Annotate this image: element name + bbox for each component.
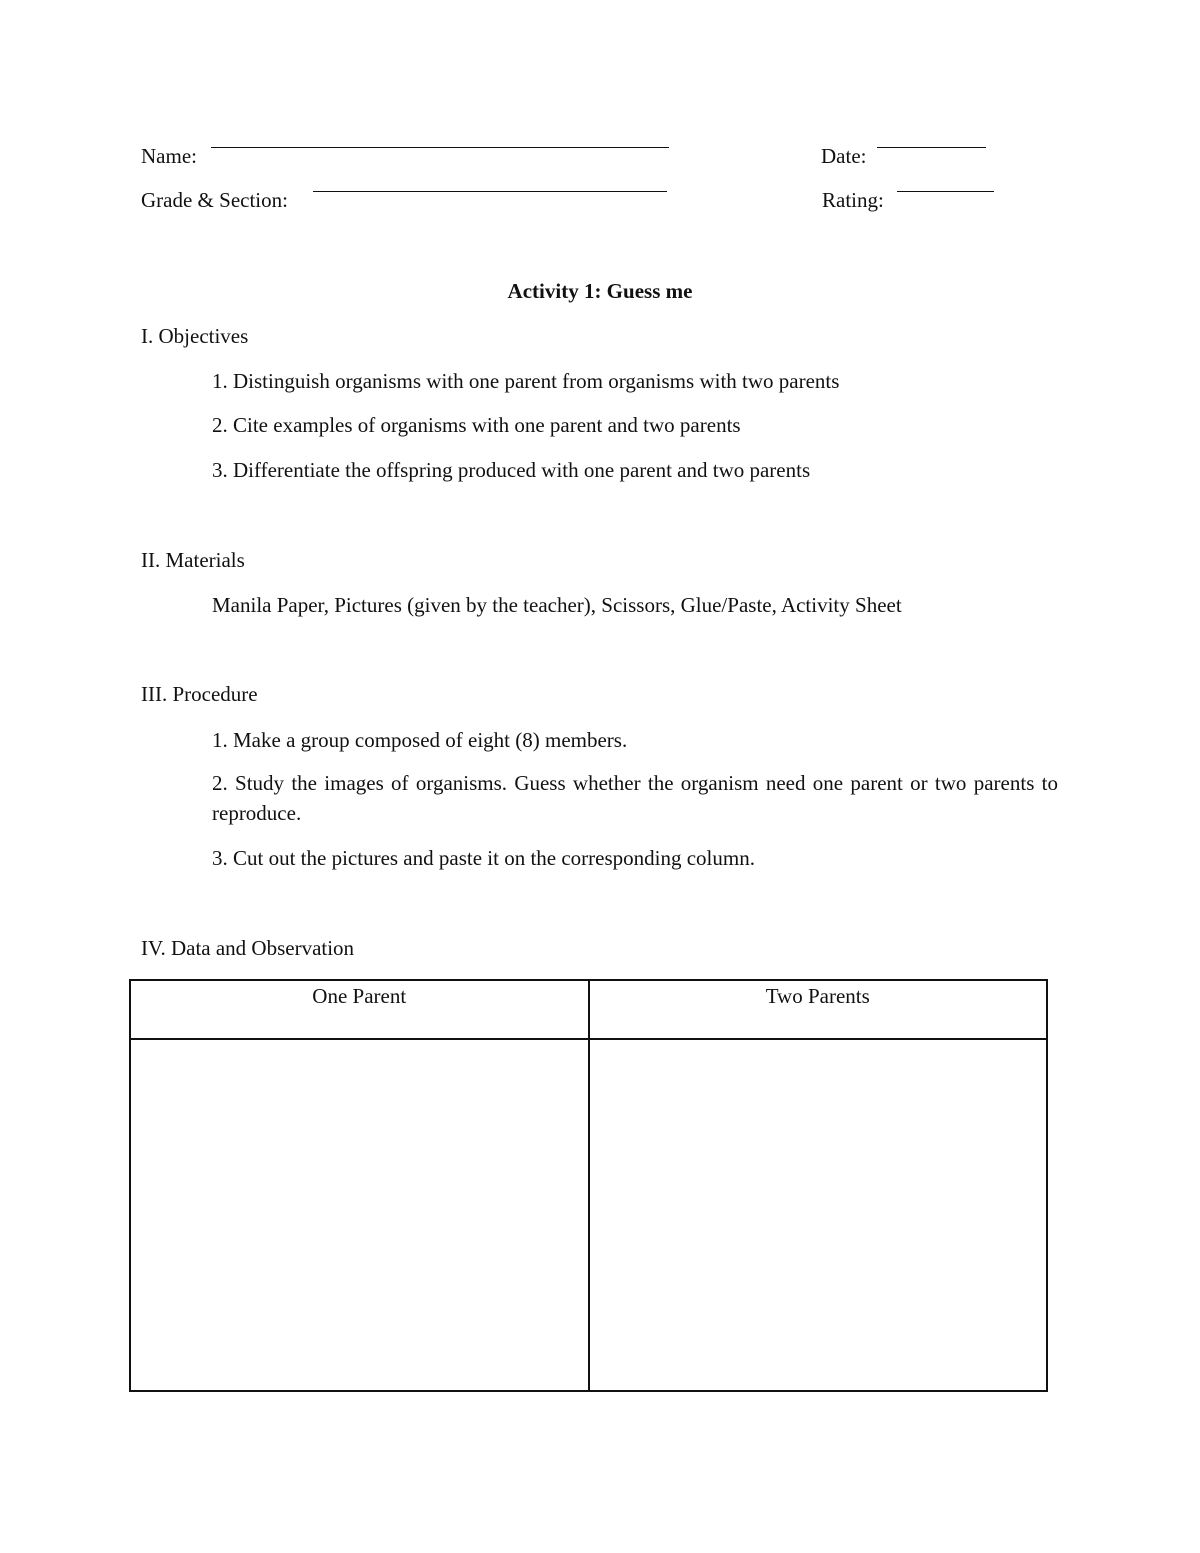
name-label: Name: [141, 144, 197, 168]
procedure-heading: III. Procedure [141, 682, 258, 706]
objective-item: 1. Distinguish organisms with one parent from organisms with two parents [212, 369, 840, 393]
table-row [130, 1039, 1047, 1391]
procedure-item: 3. Cut out the pictures and paste it on the corresponding column. [212, 846, 755, 870]
date-label: Date: [821, 144, 867, 168]
one-parent-cell[interactable] [130, 1039, 589, 1391]
date-blank[interactable] [877, 147, 986, 148]
objective-item: 2. Cite examples of organisms with one parent and two parents [212, 413, 741, 437]
observation-table [129, 979, 1048, 1392]
objectives-heading: I. Objectives [141, 324, 249, 348]
column-header-two-parents: Two Parents [589, 980, 1048, 1039]
grade-section-label: Grade & Section: [141, 188, 288, 212]
rating-blank[interactable] [897, 191, 994, 192]
grade-section-blank[interactable] [313, 191, 667, 192]
column-header-one-parent: One Parent [130, 980, 589, 1039]
two-parents-cell[interactable] [589, 1039, 1048, 1391]
objective-item: 3. Differentiate the offspring produced with one parent and two parents [212, 458, 811, 482]
table-header-row [130, 980, 1047, 1039]
procedure-item: 2. Study the images of organisms. Guess whether the organism need one parent or two parents to reproduce. [212, 771, 1058, 825]
activity-title: Activity 1: Guess me [507, 279, 693, 303]
materials-heading: II. Materials [141, 548, 245, 572]
data-observation-heading: IV. Data and Observation [141, 936, 355, 960]
rating-label: Rating: [822, 188, 884, 212]
name-blank[interactable] [211, 147, 669, 148]
procedure-item: 1. Make a group composed of eight (8) members. [212, 728, 628, 752]
materials-text: Manila Paper, Pictures (given by the teacher), Scissors, Glue/Paste, Activity Sheet [212, 593, 902, 617]
